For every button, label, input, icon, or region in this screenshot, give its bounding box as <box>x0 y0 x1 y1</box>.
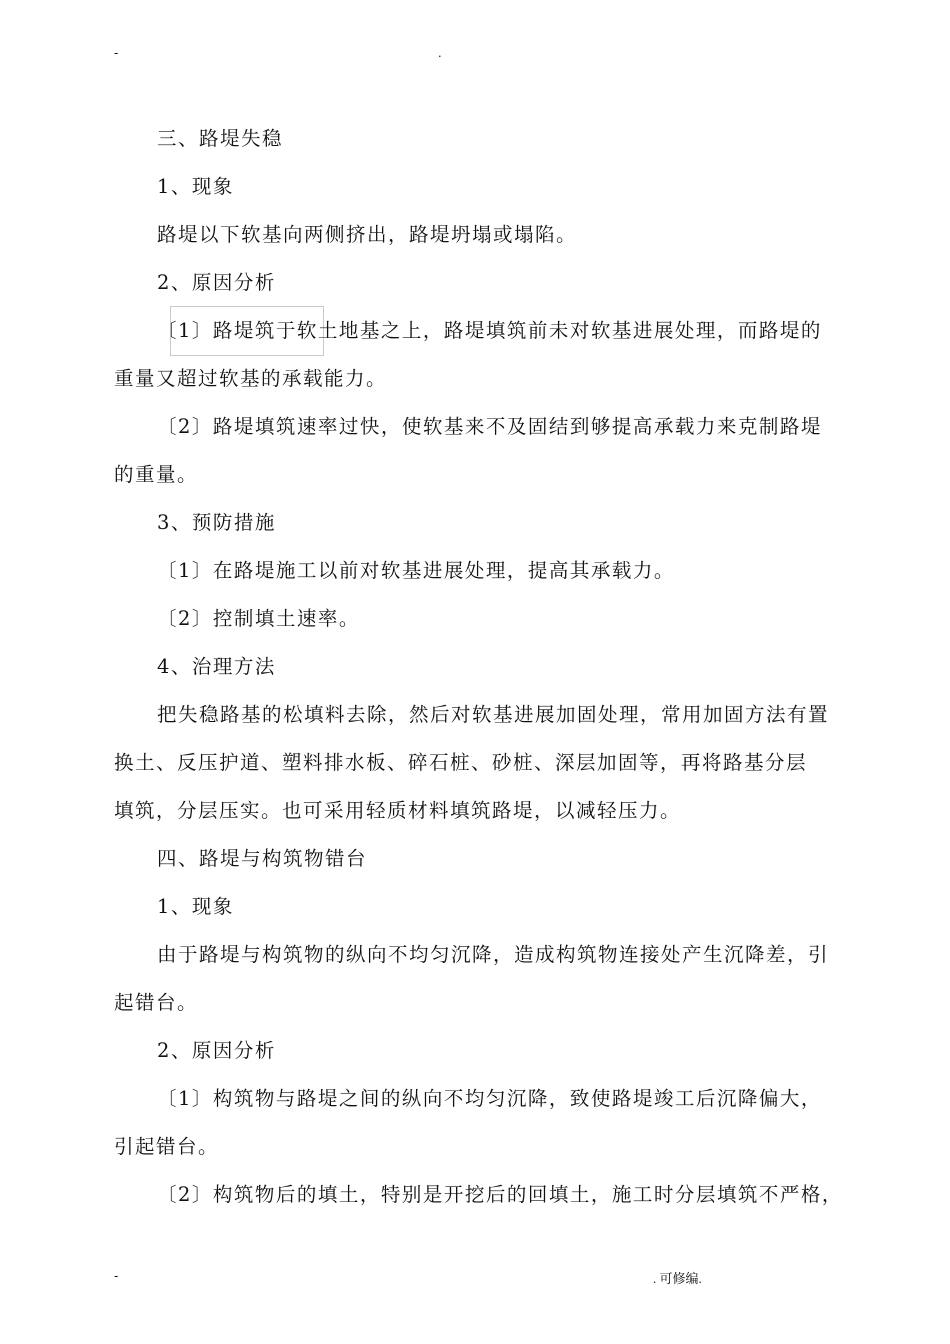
paragraph-line: 把失稳路基的松填料去除，然后对软基进展加固处理，常用加固方法有置 <box>157 703 830 726</box>
subheading-cause-2: 2、原因分析 <box>157 1039 276 1062</box>
paragraph-line: 〔2〕构筑物后的填土，特别是开挖后的回填土，施工时分层填筑不严格， <box>157 1183 843 1206</box>
paragraph-line: 路堤以下软基向两侧挤出，路堤坍塌或塌陷。 <box>157 223 578 246</box>
header-left-mark: - <box>114 45 119 60</box>
subheading-treatment: 4、治理方法 <box>157 655 276 678</box>
paragraph-line: 〔2〕控制填土速率。 <box>157 607 360 630</box>
subheading-prevention: 3、预防措施 <box>157 511 276 534</box>
paragraph-line: 〔2〕路堤填筑速率过快，使软基来不及固结到够提高承载力来克制路堤 <box>157 415 822 438</box>
footer-note: . 可修编. <box>653 1271 702 1286</box>
paragraph-line: 的重量。 <box>114 463 199 486</box>
paragraph-line: 重量又超过软基的承载能力。 <box>114 367 388 390</box>
header-center-mark: . <box>438 45 442 60</box>
paragraph-line: 换土、反压护道、塑料排水板、碎石桩、砂桩、深层加固等，再将路基分层 <box>114 751 808 774</box>
paragraph-line: 〔1〕路堤筑于软土地基之上，路堤填筑前未对软基进展处理，而路堤的 <box>157 319 822 342</box>
paragraph-line: 由于路堤与构筑物的纵向不均匀沉降，造成构筑物连接处产生沉降差，引 <box>157 943 830 966</box>
subheading-phenomenon-1: 1、现象 <box>157 175 234 198</box>
paragraph-line: 起错台。 <box>114 991 199 1014</box>
subheading-cause-1: 2、原因分析 <box>157 271 276 294</box>
section-heading-3: 三、路堤失稳 <box>157 127 284 150</box>
section-heading-4: 四、路堤与构筑物错台 <box>157 847 368 870</box>
paragraph-line: 〔1〕构筑物与路堤之间的纵向不均匀沉降，致使路堤竣工后沉降偏大， <box>157 1087 822 1110</box>
paragraph-line: 引起错台。 <box>114 1135 220 1158</box>
footer-left-mark: - <box>114 1268 119 1283</box>
paragraph-line: 填筑，分层压实。也可采用轻质材料填筑路堤，以减轻压力。 <box>114 799 682 822</box>
paragraph-line: 〔1〕在路堤施工以前对软基进展处理，提高其承载力。 <box>157 559 675 582</box>
subheading-phenomenon-2: 1、现象 <box>157 895 234 918</box>
